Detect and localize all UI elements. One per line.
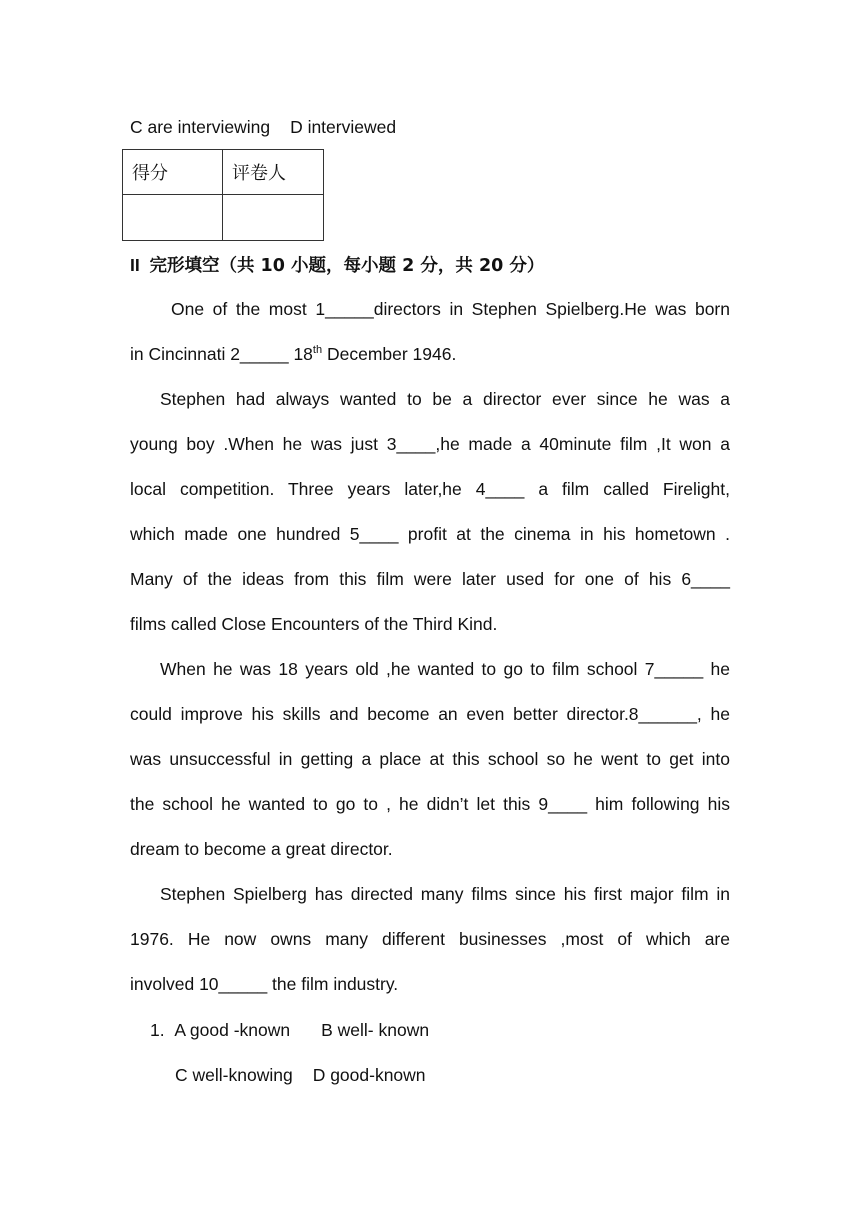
passage-line: could improve his skills and become an even better director.8______, he (130, 704, 730, 724)
superscript: th (312, 344, 323, 357)
section-roman: II (130, 255, 140, 275)
passage-line: which made one hundred 5____ profit at the cinema in his hometown . (130, 524, 730, 544)
passage-line: Stephen Spielberg has directed many films since his first major film in (160, 884, 730, 904)
passage-line: Many of the ideas from this film were later used for one of his 6____ (130, 569, 730, 589)
option-c: C well-knowing (175, 1065, 293, 1085)
passage-line (130, 343, 730, 365)
passage-text: in Cincinnati 2_____ 18 (130, 344, 313, 364)
score-cell (123, 195, 223, 241)
passage-line: dream to become a great director. (130, 839, 393, 859)
question-number: 1. (150, 1020, 165, 1040)
passage-line: films called Close Encounters of the Third Kind. (130, 614, 498, 634)
section-heading (130, 254, 544, 277)
question-1-options-row-1 (150, 1019, 750, 1041)
passage-line: local competition. Three years later,he 4____ a film called Firelight, (130, 479, 730, 499)
passage-line: involved 10_____ the film industry. (130, 974, 399, 994)
option-a: A good -known (174, 1020, 291, 1040)
grader-cell (223, 195, 324, 241)
option-b: B well- known (321, 1020, 430, 1040)
passage-line: One of the most 1_____directors in Stephen Spielberg.He was born (171, 299, 730, 319)
passage-text: December 1946. (322, 344, 457, 364)
passage-line: When he was 18 years old ,he wanted to go to film school 7_____ he (160, 659, 730, 679)
previous-question-options (130, 116, 730, 138)
question-1-options-row-2 (175, 1064, 775, 1086)
section-title: 完形填空（共 10 小题，每小题 2 分，共 20 分） (149, 256, 545, 276)
passage-line: the school he wanted to go to , he didn’t let this 9____ him following his (130, 794, 730, 814)
grader-header: 评卷人 (223, 150, 324, 195)
option-d: D interviewed (290, 117, 397, 137)
passage-line: was unsuccessful in getting a place at this school so he went to get into (130, 749, 730, 769)
option-c: C are interviewing (130, 117, 271, 137)
option-d: D good-known (312, 1065, 426, 1085)
passage-line: young boy .When he was just 3____,he made a 40minute film ,It won a (130, 434, 730, 454)
passage-line: 1976. He now owns many different businesses ,most of which are (130, 929, 730, 949)
score-header: 得分 (123, 150, 223, 195)
score-table (122, 149, 324, 241)
passage-line: Stephen had always wanted to be a director ever since he was a (160, 389, 730, 409)
